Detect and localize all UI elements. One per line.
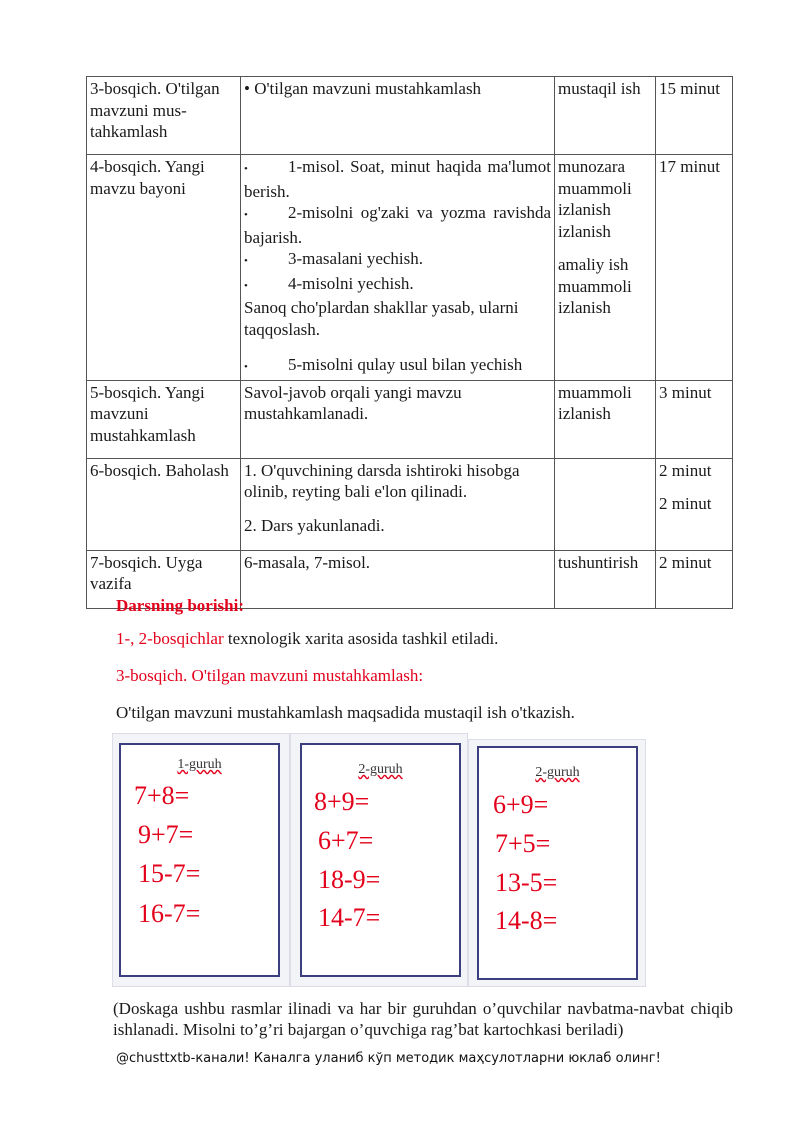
exercise-cards [112, 733, 644, 985]
exercise: 16-7= [138, 899, 201, 928]
footer-ad: @chusttxtb-канали! Каналга уланиб кўп методик маҳсулотларни юклаб олинг! [116, 1051, 661, 1066]
time-cell: 3 minut [656, 380, 733, 458]
exercise-card [300, 743, 461, 977]
content-cell: Savol-javob orqali yangi mavzu mustahkamlanadi. [241, 380, 555, 458]
list-item: • 3-masalani yechish. [244, 249, 424, 268]
method-cell: mustaqil ish [555, 77, 656, 155]
content-cell: 6-masala, 7-misol. [241, 550, 555, 608]
stage-cell: 4-bosqich. Yangi mavzu bayoni [87, 155, 241, 381]
exercise: 7+8= [134, 781, 190, 810]
time-cell: 2 minut [656, 550, 733, 608]
exercise: 8+9= [314, 787, 370, 816]
exercise: 13-5= [495, 868, 558, 897]
exercise-card [477, 746, 638, 980]
paragraph-2: O'tilgan mavzuni mustahkamlash maqsadida mustaqil ish o'tkazish. [116, 703, 575, 722]
table-row [87, 380, 733, 458]
exercise: 18-9= [318, 865, 381, 894]
method-cell [555, 458, 656, 550]
exercise: 6+7= [318, 826, 374, 855]
exercise: 7+5= [495, 829, 551, 858]
list-item: • 2-misolni og'zaki va yozma ravishda bajarish. [244, 203, 551, 247]
time-cell: 17 minut [656, 155, 733, 381]
method-cell: tushuntirish [555, 550, 656, 608]
exercise: 6+9= [493, 790, 549, 819]
stage-cell: 6-bosqich. Baholash [87, 458, 241, 550]
stage-cell: 3-bosqich. O'tilgan mavzuni mus-tahkamlash [87, 77, 241, 155]
content-cell [241, 155, 555, 381]
paragraph-1 [116, 629, 498, 649]
section-heading: Darsning borishi: [116, 596, 244, 615]
content-cell: • O'tilgan mavzuni mustahkamlash [241, 77, 555, 155]
paragraph-1-highlight: 1-, 2-bosqichlar [116, 629, 224, 648]
exercise: 9+7= [138, 820, 194, 849]
table-row [87, 155, 733, 381]
table-row [87, 77, 733, 155]
stage-cell: 5-bosqich. Yangi mavzuni mustahkamlash [87, 380, 241, 458]
exercise: 15-7= [138, 859, 201, 888]
card-title: 2-guruh [535, 765, 580, 780]
stage-cell: 7-bosqich. Uyga vazifa [87, 550, 241, 608]
method-cell: munozara muammoli izlanish izlanish amaliy ish muammoli izlanish [555, 155, 656, 381]
list-text: Sanoq cho'plardan shakllar yasab, ularni taqqoslash. [244, 298, 519, 339]
exercise: 14-7= [318, 903, 381, 932]
content-cell: 1. O'quvchining darsda ishtiroki hisobga olinib, reyting bali e'lon qilinadi. 2. Dars yakunlanadi. [241, 458, 555, 550]
lesson-plan-table [86, 76, 733, 609]
list-item: • 5-misolni qulay usul bilan yechish [244, 355, 523, 374]
card-title: 1-guruh [177, 757, 222, 772]
time-cell: 2 minut 2 minut [656, 458, 733, 550]
card-title: 2-guruh [358, 762, 403, 777]
method-cell: muammoli izlanish [555, 380, 656, 458]
time-cell: 15 minut [656, 77, 733, 155]
paragraph-1-text: texnologik xarita asosida tashkil etiladi. [223, 629, 499, 648]
exercise: 14-8= [495, 906, 558, 935]
table-row [87, 458, 733, 550]
list-item: • 4-misolni yechish. [244, 273, 414, 293]
stage-heading: 3-bosqich. O'tilgan mavzuni mustahkamlash: [116, 666, 424, 685]
instruction-note: (Doskaga ushbu rasmlar ilinadi va har bir guruhdan o’quvchilar navbatma-navbat chiqib ishlanadi. Misolni to’g’ri bajargan o’quvchiga rag’bat kartochkasi beriladi) [113, 999, 733, 1039]
list-item: • 1-misol. Soat, minut haqida ma'lumot berish. [244, 157, 551, 201]
exercise-card [119, 743, 280, 977]
